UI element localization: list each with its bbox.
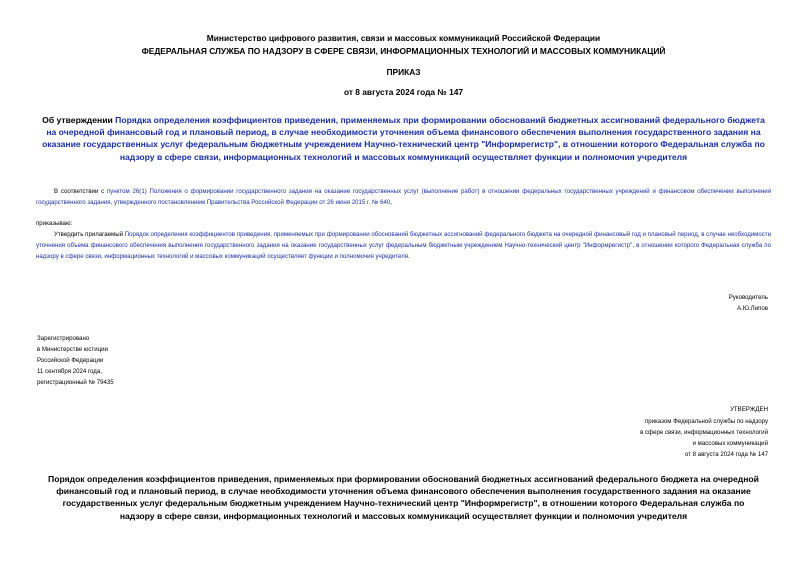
order-title-prefix: Об утверждении	[42, 115, 116, 125]
order-title-link[interactable]: Порядка определения коэффициентов приведения, применяемых при формировании обоснований бюджетных ассигнований федерального бюджета на очередной финансовый год и плановый период, в случае необходимости уточнения объема финансового обеспечения выполнения государственного задания на оказание государственных услуг федеральным бюджетным учреждением Научно-технический центр "Информрегистр", в отношении которого Федеральная служба по надзору в сфере связи, информационных технологий и массовых коммуникаций осуществляет функции и полномочия учредителя	[42, 115, 765, 162]
signature-position: Руководитель	[728, 294, 768, 301]
approval-block	[640, 404, 768, 460]
registration-line: Зарегистрировано	[37, 335, 90, 342]
ministry-name: Министерство цифрового развития, связи и массовых коммуникаций Российской Федерации	[206, 33, 601, 43]
registration-line: регистрационный № 79435	[37, 379, 114, 386]
registration-line: в Министерстве юстиции	[37, 346, 108, 353]
preamble-paragraph	[36, 186, 771, 208]
order-word: приказываю:	[36, 220, 73, 227]
order-date-number: от 8 августа 2024 года № 147	[343, 87, 464, 97]
approval-line: и массовых коммуникаций	[692, 440, 768, 447]
approval-line: в сфере связи, информационных технологий	[640, 429, 768, 436]
service-name: ФЕДЕРАЛЬНАЯ СЛУЖБА ПО НАДЗОРУ В СФЕРЕ СВЯЗИ, ИНФОРМАЦИОННЫХ ТЕХНОЛОГИЙ И МАССОВЫХ КОММУНИКАЦИЙ	[141, 46, 666, 56]
signature-name: А.Ю.Липов	[737, 305, 768, 312]
approve-suffix: .	[408, 253, 410, 260]
preamble-prefix: В соответствии с	[54, 188, 107, 195]
approve-paragraph	[36, 229, 771, 262]
preamble-suffix: ,	[390, 199, 392, 206]
document-type: ПРИКАЗ	[386, 67, 421, 77]
approval-line: от 8 августа 2024 года № 147	[684, 451, 768, 458]
approve-prefix: Утвердить прилагаемый	[54, 231, 125, 238]
signature-block	[729, 292, 768, 314]
registration-line: 11 сентября 2024 года,	[37, 368, 102, 375]
registration-block	[37, 333, 114, 388]
approve-link[interactable]: Порядок определения коэффициентов приведения, применяемых при формировании обоснований бюджетных ассигнований федерального бюджета на очередной финансовый год и плановый период, в случае необходимости уточнения объема финансового обеспечения выполнения государственного задания на оказание государственных услуг федеральным бюджетным учреждением Научно-технический центр "Информрегистр", в отношении которого Федеральная служба по надзору в сфере связи, информационных технологий и массовых коммуникаций осуществляет функции и полномочия учредителя	[36, 231, 771, 260]
preamble-link[interactable]: пунктом 26(1) Положения о формировании государственного задания на оказание государственных услуг (выполнение работ) в отношении федеральных государственных учреждений и финансовом обеспечении выполнения государственного задания, утвержденного постановлением Правительства Российской Федерации от 26 июня 2015 г. № 640	[36, 188, 772, 206]
registration-line: Российской Федерации	[37, 357, 104, 364]
order-title	[36, 114, 771, 163]
approval-line: приказом Федеральной службы по надзору	[644, 418, 768, 425]
section-title: Порядок определения коэффициентов приведения, применяемых при формировании обоснований бюджетных ассигнований федерального бюджета на очередной финансовый год и плановый период, в случае необходимости уточнения объема финансового обеспечения выполнения государственного задания на оказание государственных услуг федеральным бюджетным учреждением Научно-технический центр "Информрегистр", в отношении которого Федеральная служба по надзору в сфере связи, информационных технологий и массовых коммуникаций осуществляет функции и полномочия учредителя	[48, 474, 759, 521]
approval-heading: УТВЕРЖДЕН	[730, 406, 768, 413]
